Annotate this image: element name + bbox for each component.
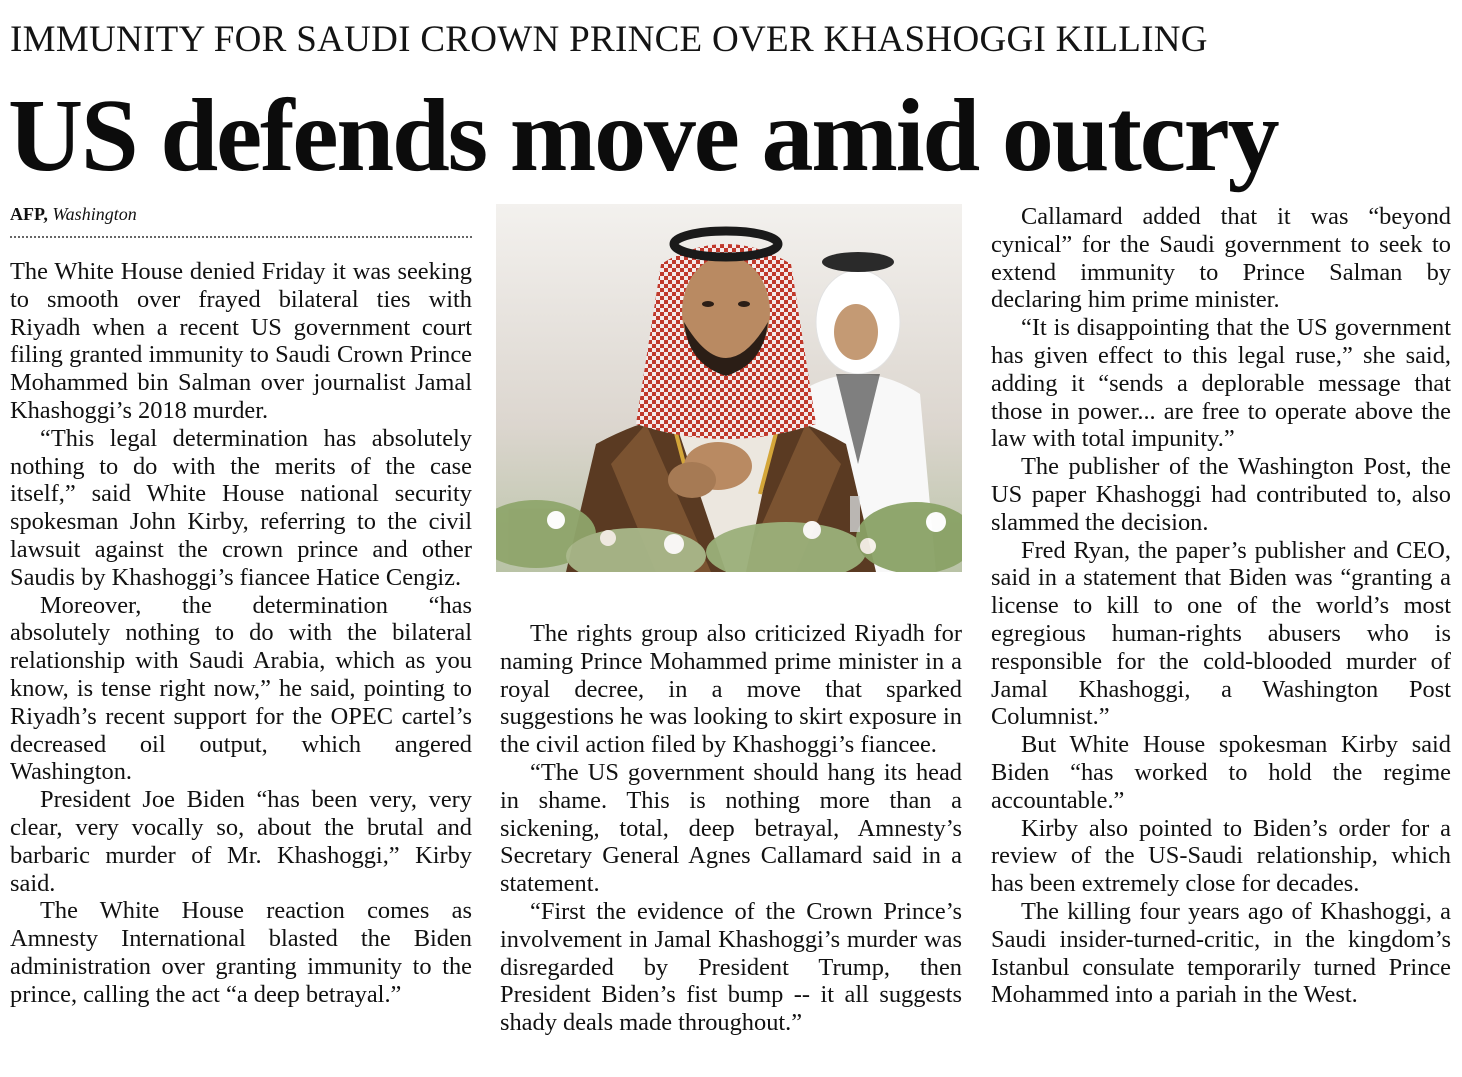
- paragraph: Kirby also pointed to Biden’s order for a review of the US-Saudi relationship, which has been extremely close for decades.: [991, 814, 1451, 898]
- paragraph: Callamard added that it was “beyond cynical” for the Saudi government to seek to extend immunity to Prince Salman by declaring him prime minister.: [991, 203, 1451, 314]
- paragraph: “This legal determination has absolutely nothing to do with the merits of the case itself,” said White House national security spokesman John Kirby, referring to the civil lawsuit against the crown prince and other Saudis by Khashoggi’s fiancee Hatice Cengiz.: [10, 424, 472, 591]
- kicker: IMMUNITY FOR SAUDI CROWN PRINCE OVER KHASHOGGI KILLING: [10, 19, 1208, 60]
- byline-divider: [10, 236, 472, 238]
- paragraph: The publisher of the Washington Post, the US paper Khashoggi had contributed to, also slammed the decision.: [991, 453, 1451, 536]
- byline: [10, 203, 137, 225]
- article-photo: [496, 204, 962, 572]
- crown-prince-photo-illustration: [496, 204, 962, 572]
- byline-agency: AFP,: [10, 204, 48, 224]
- paragraph: “First the evidence of the Crown Prince’s involvement in Jamal Khashoggi’s murder was disregarded by President Trump, then President Biden’s fist bump -- it all suggests shady deals made throughout.”: [500, 897, 962, 1037]
- paragraph: The White House reaction comes as Amnesty International blasted the Biden administration over granting immunity to the prince, calling the act “a deep betrayal.”: [10, 897, 472, 1008]
- article-column-2: [500, 620, 962, 1037]
- article-column-1: [10, 258, 472, 1009]
- article-column-3: [991, 203, 1451, 1009]
- paragraph: The killing four years ago of Khashoggi, a Saudi insider-turned-critic, in the kingdom’s Istanbul consulate temporarily turned Prince Mohammed into a pariah in the West.: [991, 897, 1451, 1009]
- paragraph: “It is disappointing that the US government has given effect to this legal ruse,” she said, adding it “sends a deplorable message that those in power... are free to operate above the law with total impunity.”: [991, 314, 1451, 453]
- byline-location: Washington: [52, 204, 137, 224]
- paragraph: Fred Ryan, the paper’s publisher and CEO, said in a statement that Biden was “granting a license to kill to one of the world’s most egregious human-rights abusers who is responsible for the cold-blooded murder of Jamal Khashoggi, a Washington Post Columnist.”: [991, 536, 1451, 731]
- paragraph: But White House spokesman Kirby said Biden “has worked to hold the regime accountable.”: [991, 731, 1451, 814]
- paragraph: The rights group also criticized Riyadh for naming Prince Mohammed prime minister in a royal decree, in a move that sparked suggestions he was looking to skirt exposure in the civil action filed by Khashoggi’s fiancee.: [500, 620, 962, 759]
- paragraph: President Joe Biden “has been very, very clear, very vocally so, about the brutal and barbaric murder of Mr. Khashoggi,” Kirby said.: [10, 786, 472, 897]
- paragraph: The White House denied Friday it was seeking to smooth over frayed bilateral ties with Riyadh when a recent US government court filing granted immunity to Saudi Crown Prince Mohammed bin Salman over journalist Jamal Khashoggi’s 2018 murder.: [10, 258, 472, 424]
- paragraph: Moreover, the determination “has absolutely nothing to do with the bilateral relationship with Saudi Arabia, which as you know, is tense right now,” he said, pointing to Riyadh’s recent support for the OPEC cartel’s decreased oil output, which angered Washington.: [10, 591, 472, 786]
- paragraph: “The US government should hang its head in shame. This is nothing more than a sickening, total, deep betrayal, Amnesty’s Secretary General Agnes Callamard said in a statement.: [500, 758, 962, 898]
- headline: US defends move amid outcry: [8, 78, 1278, 193]
